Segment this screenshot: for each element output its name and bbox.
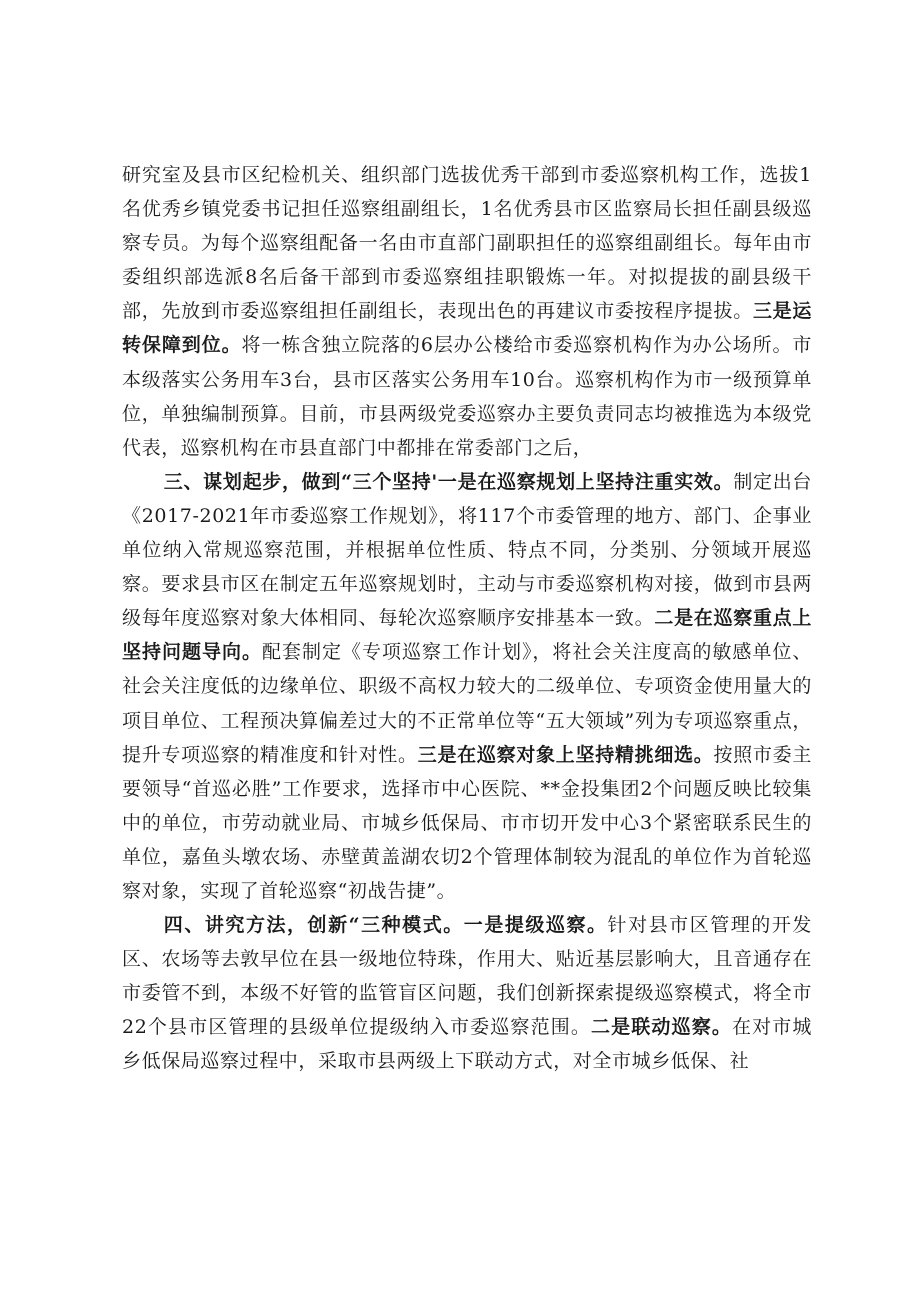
bold-heading-problem-oriented: 二是在巡察重点上坚持问题导向。 bbox=[122, 607, 812, 664]
text-segment: 将一栋含独立院落的6层办公楼给市委巡察机构作为办公场所。市本级落实公务用车3台，县市区落实公务用车10台。巡察机构作为市一级预算单位，单独编制预算。目前，市县两级党委巡察办主要负责同志均被推选为本级党代表，巡察机构在市县直部门中都排在常委部门之后， bbox=[122, 334, 812, 459]
paragraph-talent-and-support bbox=[122, 158, 812, 465]
text-segment: 配套制定《专项巡察工作计划》，将社会关注度高的敏感单位、社会关注度低的边缘单位、职级不高权力较大的二级单位、专项资金使用量大的项目单位、工程预决算偏差过大的不正常单位等“五大领域”列为专项巡察重点，提升专项巡察的精准度和针对性。 bbox=[122, 641, 812, 766]
paragraph-planning-three-persist bbox=[122, 465, 812, 908]
bold-heading-section-four: 四、讲究方法，创新“三种模式。一是提级巡察。 bbox=[163, 914, 608, 937]
bold-heading-operation-support: 三是运转保障到位。 bbox=[122, 300, 812, 357]
bold-heading-careful-selection: 三是在巡察对象上坚持精挑细选。 bbox=[417, 743, 714, 766]
document-body bbox=[122, 158, 812, 1079]
text-segment: 研究室及县市区纪检机关、组织部门选拔优秀干部到市委巡察机构工作，选拔1名优秀乡镇党委书记担任巡察组副组长，1名优秀县市区监察局长担任副县级巡察专员。为每个巡察组配备一名由市直部门副职担任的巡察组副组长。每年由市委组织部选派8名后备干部到市委巡察组挂职锻炼一年。对拟提拔的副县级干部，先放到市委巡察组担任副组长，表现出色的再建议市委按程序提拔。 bbox=[122, 164, 812, 323]
paragraph-methods-three-modes bbox=[122, 908, 812, 1078]
bold-heading-section-three: 三、谋划起步，做到“三个坚持'一是在巡察规划上坚持注重实效。 bbox=[163, 470, 734, 493]
text-segment: 在对市城乡低保局巡察过程中，采取市县两级上下联动方式，对全市城乡低保、社 bbox=[122, 1016, 813, 1073]
text-segment: 制定出台《2017-2021年市委巡察工作规划》，将117个市委管理的地方、部门、企事业单位纳入常规巡察范围，并根据单位性质、特点不同，分类别、分领域开展巡察。要求县市区在制定五年巡察规划时，主动与市委巡察机构对接，做到市县两级每年度巡察对象大体相同、每轮次巡察顺序安排基本一致。 bbox=[122, 470, 813, 630]
bold-heading-linked-inspection: 二是联动巡察。 bbox=[591, 1016, 732, 1039]
text-segment: 按照市委主要领导“首巡必胜”工作要求，选择市中心医院、**金投集团2个问题反映比较集中的单位，市劳动就业局、市城乡低保局、市市切开发中心3个紧密联系民生的单位，嘉鱼头墩农场、赤壁黄盖湖农切2个管理体制较为混乱的单位作为首轮巡察对象，实现了首轮巡察“初战告捷”。 bbox=[122, 743, 812, 902]
text-segment: 针对县市区管理的开发区、农场等去敦早位在县一级地位特珠，作用大、贴近基层影响大，且音通存在市委管不到，本级不好管的监管盲区问题，我们创新探索提级巡察模式，将全市22个县市区管理的县级单位提级纳入市委巡察范围。 bbox=[122, 914, 812, 1039]
